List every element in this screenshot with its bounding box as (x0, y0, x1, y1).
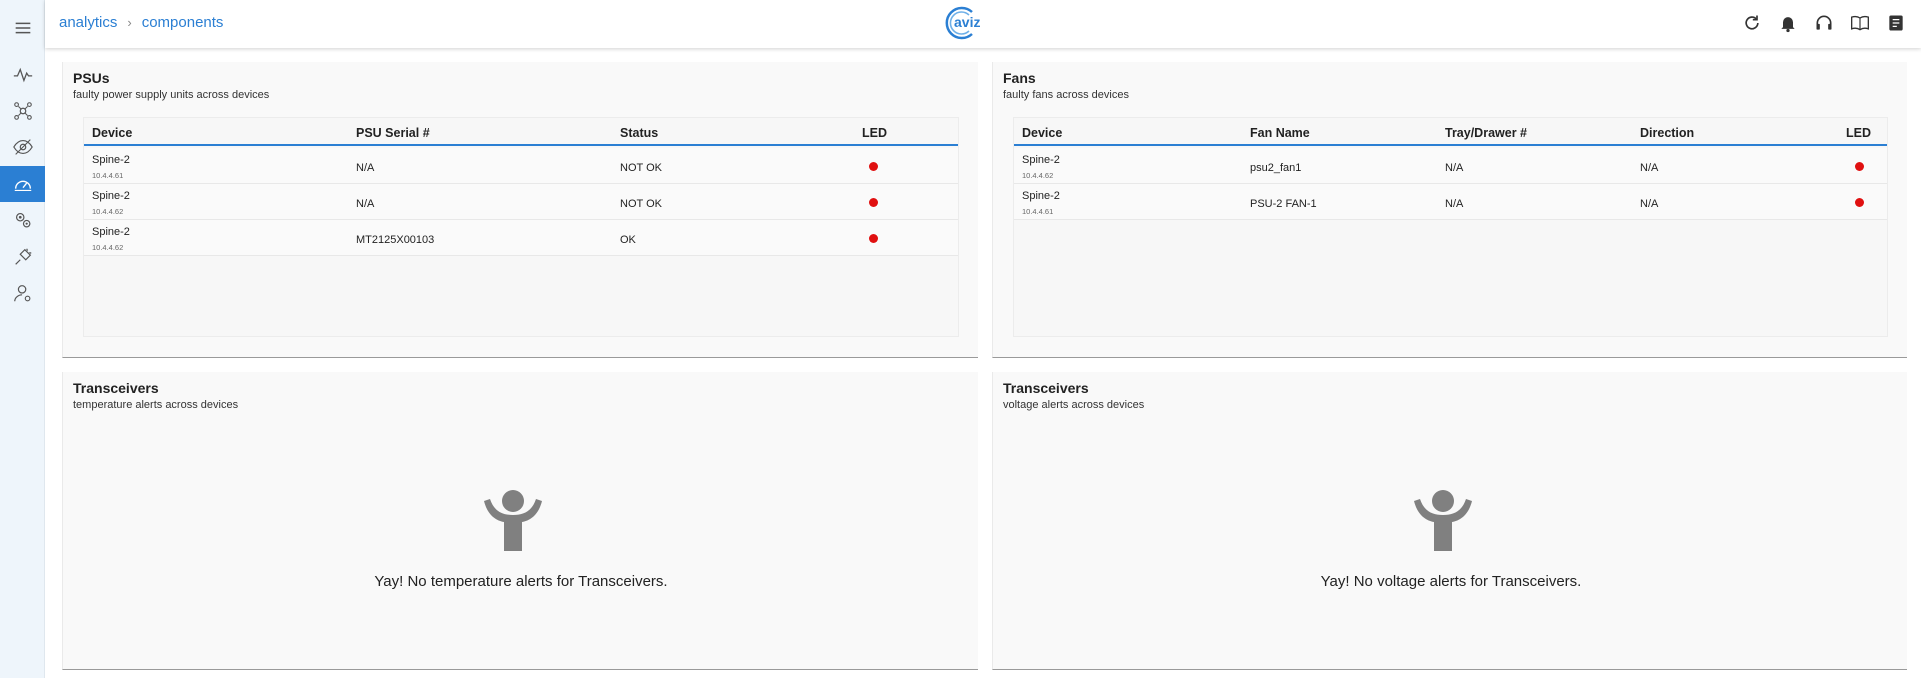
device-name: Spine-2 (92, 154, 130, 166)
fans-table (1013, 117, 1888, 337)
column-header-device[interactable]: Device (92, 126, 133, 140)
psus-panel (62, 62, 978, 358)
top-bar (45, 0, 1921, 48)
device-ip: 10.4.4.62 (92, 243, 124, 252)
panel-subtitle: faulty fans across devices (1003, 89, 1129, 101)
breadcrumb-separator-icon: › (127, 15, 132, 30)
bell-icon (1778, 13, 1798, 33)
device-ip: 10.4.4.61 (92, 171, 124, 180)
document-icon (1886, 13, 1906, 33)
column-header-status[interactable]: Status (620, 126, 659, 140)
table-row[interactable] (1014, 184, 1887, 220)
breadcrumb-analytics[interactable]: analytics (59, 14, 118, 31)
logs-button[interactable] (1885, 12, 1907, 34)
fan-direction: N/A (1640, 198, 1659, 210)
psus-table (83, 117, 959, 337)
table-row[interactable] (84, 220, 958, 256)
refresh-icon (1742, 13, 1762, 33)
panel-title: Transceivers (73, 380, 159, 396)
panel-subtitle: voltage alerts across devices (1003, 399, 1145, 411)
sidebar-item-pulse[interactable] (0, 57, 45, 93)
table-row[interactable] (1014, 148, 1887, 184)
headset-icon (1814, 13, 1834, 33)
gears-icon (12, 209, 34, 231)
table-header (1014, 118, 1887, 146)
sidebar-item-dashboard[interactable] (0, 166, 45, 202)
sidebar-item-integrations[interactable] (0, 239, 45, 275)
psu-status: OK (620, 234, 636, 246)
empty-state-message: Yay! No temperature alerts for Transceivers. (374, 573, 668, 590)
panel-subtitle: temperature alerts across devices (73, 399, 239, 411)
panel-subtitle: faulty power supply units across devices (73, 89, 270, 101)
notifications-button[interactable] (1777, 12, 1799, 34)
sidebar (0, 0, 45, 678)
gauge-icon (12, 173, 34, 195)
psu-serial: N/A (356, 162, 375, 174)
device-ip: 10.4.4.62 (1022, 171, 1054, 180)
device-name: Spine-2 (1022, 154, 1060, 166)
sidebar-item-settings[interactable] (0, 202, 45, 238)
device-name: Spine-2 (1022, 190, 1060, 202)
breadcrumb (59, 14, 223, 31)
pulse-icon (12, 64, 34, 86)
sidebar-item-network[interactable] (0, 93, 45, 129)
header-actions (1741, 12, 1907, 34)
led-indicator-icon (869, 162, 878, 171)
panel-title: PSUs (73, 70, 110, 86)
psu-serial: N/A (356, 198, 375, 210)
psu-status: NOT OK (620, 162, 662, 174)
celebrating-person-icon (480, 489, 546, 551)
fan-name: psu2_fan1 (1250, 162, 1302, 174)
column-header-fan-name[interactable]: Fan Name (1250, 126, 1310, 140)
network-icon (12, 100, 34, 122)
eye-icon (12, 136, 34, 158)
column-header-tray[interactable]: Tray/Drawer # (1445, 126, 1527, 140)
led-indicator-icon (869, 198, 878, 207)
panel-title: Transceivers (1003, 380, 1089, 396)
led-indicator-icon (869, 234, 878, 243)
transceivers-temperature-panel (62, 372, 978, 670)
fan-direction: N/A (1640, 162, 1659, 174)
fan-tray: N/A (1445, 198, 1464, 210)
column-header-device[interactable]: Device (1022, 126, 1063, 140)
device-ip: 10.4.4.61 (1022, 207, 1054, 216)
support-button[interactable] (1813, 12, 1835, 34)
plug-icon (12, 246, 34, 268)
fan-name: PSU-2 FAN-1 (1250, 198, 1317, 210)
device-name: Spine-2 (92, 190, 130, 202)
empty-state-message: Yay! No voltage alerts for Transceivers. (1320, 573, 1582, 590)
led-indicator-icon (1855, 198, 1864, 207)
menu-button[interactable] (0, 10, 45, 46)
psu-status: NOT OK (620, 198, 662, 210)
book-icon (1850, 13, 1870, 33)
fans-panel (992, 62, 1907, 358)
menu-icon (12, 17, 34, 39)
refresh-button[interactable] (1741, 12, 1763, 34)
table-row[interactable] (84, 148, 958, 184)
table-row[interactable] (84, 184, 958, 220)
logo-text: aviz (954, 14, 981, 30)
device-ip: 10.4.4.62 (92, 207, 124, 216)
sidebar-item-visibility[interactable] (0, 129, 45, 165)
breadcrumb-components[interactable]: components (141, 14, 224, 31)
column-header-led[interactable]: LED (1846, 126, 1871, 140)
column-header-serial[interactable]: PSU Serial # (356, 126, 430, 140)
transceivers-voltage-panel (992, 372, 1907, 670)
celebrating-person-icon (1410, 489, 1476, 551)
sidebar-item-users[interactable] (0, 275, 45, 311)
fan-tray: N/A (1445, 162, 1464, 174)
user-icon (12, 282, 34, 304)
table-header (84, 118, 958, 146)
column-header-led[interactable]: LED (862, 126, 887, 140)
panel-title: Fans (1003, 70, 1036, 86)
docs-button[interactable] (1849, 12, 1871, 34)
device-name: Spine-2 (92, 226, 130, 238)
led-indicator-icon (1855, 162, 1864, 171)
column-header-direction[interactable]: Direction (1640, 126, 1695, 140)
psu-serial: MT2125X00103 (356, 234, 435, 246)
